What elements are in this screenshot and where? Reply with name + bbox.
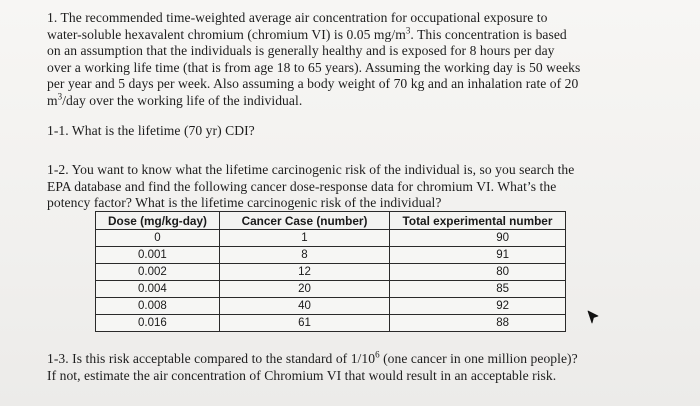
question-1-1 [47,123,255,140]
q1-2-line-2: EPA database and find the following cancer dose-response data for chromium VI. What’s the [47,178,557,194]
q1-line-2-text: water-soluble hexavalent chromium (chromium VI) is 0.05 mg/m [47,26,406,42]
table-row [96,281,566,298]
question-1-2 [47,162,687,212]
cell-total: 90 [390,230,566,247]
table-row [96,315,566,332]
table-row [96,298,566,315]
cell-dose: 0.001 [96,247,220,264]
q1-3-line-1 [47,351,687,368]
q1-line-1: 1. The recommended time-weighted average air concentration for occupational exposure to [47,10,548,25]
q1-line-5: per year and 5 days per week. Also assuming a body weight of 70 kg and an inhalation rate of 20 [47,76,579,92]
cell-dose: 0.008 [96,298,220,315]
question-1-3 [47,351,687,384]
cell-total: 91 [390,247,566,264]
header-total-experimental: Total experimental number [390,212,566,230]
q1-1-text: 1-1. What is the lifetime (70 yr) CDI? [47,123,255,138]
header-dose: Dose (mg/kg-day) [96,212,220,230]
cell-cancer-case: 8 [220,247,390,264]
cubed-superscript-2: 3 [57,91,63,102]
cell-total: 80 [390,264,566,281]
question-1-paragraph [47,10,687,110]
cell-total: 92 [390,298,566,315]
q1-line-2 [47,27,687,44]
dose-response-table-wrapper [95,211,566,332]
cell-cancer-case: 61 [220,315,390,332]
table-header-row [96,212,566,230]
table-row [96,264,566,281]
cell-cancer-case: 40 [220,298,390,315]
header-cancer-case: Cancer Case (number) [220,212,390,230]
q1-line-6-text: /day over the working life of the individual. [62,92,303,108]
q1-3-line-1-text: 1-3. Is this risk acceptable compared to the standard of 1/10 [47,351,376,366]
cell-dose: 0.016 [96,315,220,332]
dose-response-table [95,211,566,332]
table-row [96,230,566,247]
q1-line-6 [47,93,687,110]
q1-2-line-1: 1-2. You want to know what the lifetime carcinogenic risk of the individual is, so you search the [47,162,575,177]
table-row [96,247,566,264]
q1-2-line-3: potency factor? What is the lifetime carcinogenic risk of the individual? [47,195,442,211]
cell-dose: 0 [96,230,220,247]
exponent-superscript: 6 [375,349,380,360]
cell-cancer-case: 12 [220,264,390,281]
mouse-cursor-icon [587,310,599,324]
cell-total: 85 [390,281,566,298]
q1-line-4: over a working life time (that is from age 18 to 65 years). Assuming the working day is 50 weeks [47,59,581,75]
q1-line-2-tail: . This concentration is based [410,26,567,42]
q1-line-3: on an assumption that the individuals is generally healthy and is exposed for 8 hours per day [47,43,555,59]
cell-cancer-case: 20 [220,281,390,298]
cell-dose: 0.004 [96,281,220,298]
cell-cancer-case: 1 [220,230,390,247]
q1-3-line-1-tail: (one cancer in one million people)? [379,351,578,366]
q1-line-6-unit: m [47,92,58,108]
cell-dose: 0.002 [96,264,220,281]
cell-total: 88 [390,315,566,332]
cubed-superscript: 3 [405,25,411,36]
q1-3-line-2: If not, estimate the air concentration of Chromium VI that would result in an acceptable risk. [47,367,557,383]
